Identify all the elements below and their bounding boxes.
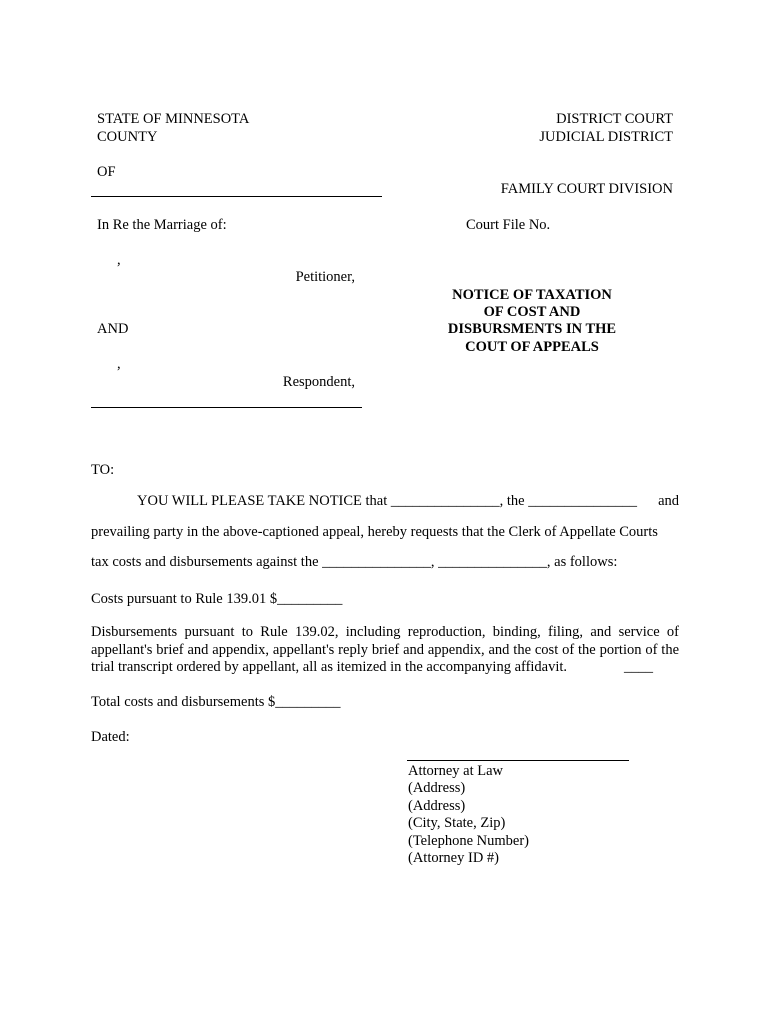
title-line-1: NOTICE OF TAXATION: [452, 287, 612, 303]
notice-line-3: tax costs and disbursements against the _______________, _______________, as follows:: [91, 554, 618, 570]
respondent-label: Respondent,: [282, 374, 355, 390]
judicial-district-label: JUDICIAL DISTRICT: [539, 129, 673, 145]
signature-attorney-id: (Attorney ID #): [408, 850, 500, 866]
signature-address-2: (Address): [408, 798, 466, 814]
signature-line: [407, 760, 629, 761]
disbursements-blank: ____: [624, 659, 653, 675]
signature-telephone: (Telephone Number): [408, 833, 529, 849]
court-file-label: Court File No.: [466, 217, 551, 233]
and-label: AND: [97, 321, 129, 337]
state-name: STATE OF MINNESOTA: [97, 111, 250, 127]
caption-divider-bottom: [91, 407, 362, 408]
title-line-4: COUT OF APPEALS: [465, 339, 599, 355]
signature-city-state-zip: (City, State, Zip): [408, 815, 506, 831]
title-line-3: DISBURSMENTS IN THE: [447, 321, 617, 337]
petitioner-label: Petitioner,: [295, 269, 355, 285]
dated-label: Dated:: [91, 729, 130, 745]
respondent-name-blank: ,: [117, 356, 121, 372]
district-court-label: DISTRICT COURT: [556, 111, 673, 127]
petitioner-name-blank: ,: [117, 252, 121, 268]
caption-divider-top: [91, 196, 382, 197]
to-label: TO:: [91, 462, 115, 478]
county-label: COUNTY: [97, 129, 158, 145]
signature-attorney: Attorney at Law: [408, 763, 504, 779]
notice-line-1-and: and: [658, 493, 679, 509]
of-label: OF: [97, 164, 116, 180]
in-re-label: In Re the Marriage of:: [97, 217, 227, 233]
notice-line-1: YOU WILL PLEASE TAKE NOTICE that _______________, the _______________: [137, 493, 637, 509]
division-label: FAMILY COURT DIVISION: [500, 181, 673, 197]
signature-address-1: (Address): [408, 780, 466, 796]
costs-line: Costs pursuant to Rule 139.01 $_________: [91, 591, 343, 607]
title-line-2: OF COST AND: [483, 304, 581, 320]
disbursements-paragraph: Disbursements pursuant to Rule 139.02, including reproduction, binding, filing, and service of appellant's brief and appendix, appellant's reply brief and appendix, and the cost of the portion of the trial transcript ordered by appellant, all as itemized in the accompanying affidavit.: [91, 624, 679, 675]
notice-line-2: prevailing party in the above-captioned appeal, hereby requests that the Clerk of Appellate Courts: [91, 524, 658, 540]
total-line: Total costs and disbursements $_________: [91, 694, 341, 710]
